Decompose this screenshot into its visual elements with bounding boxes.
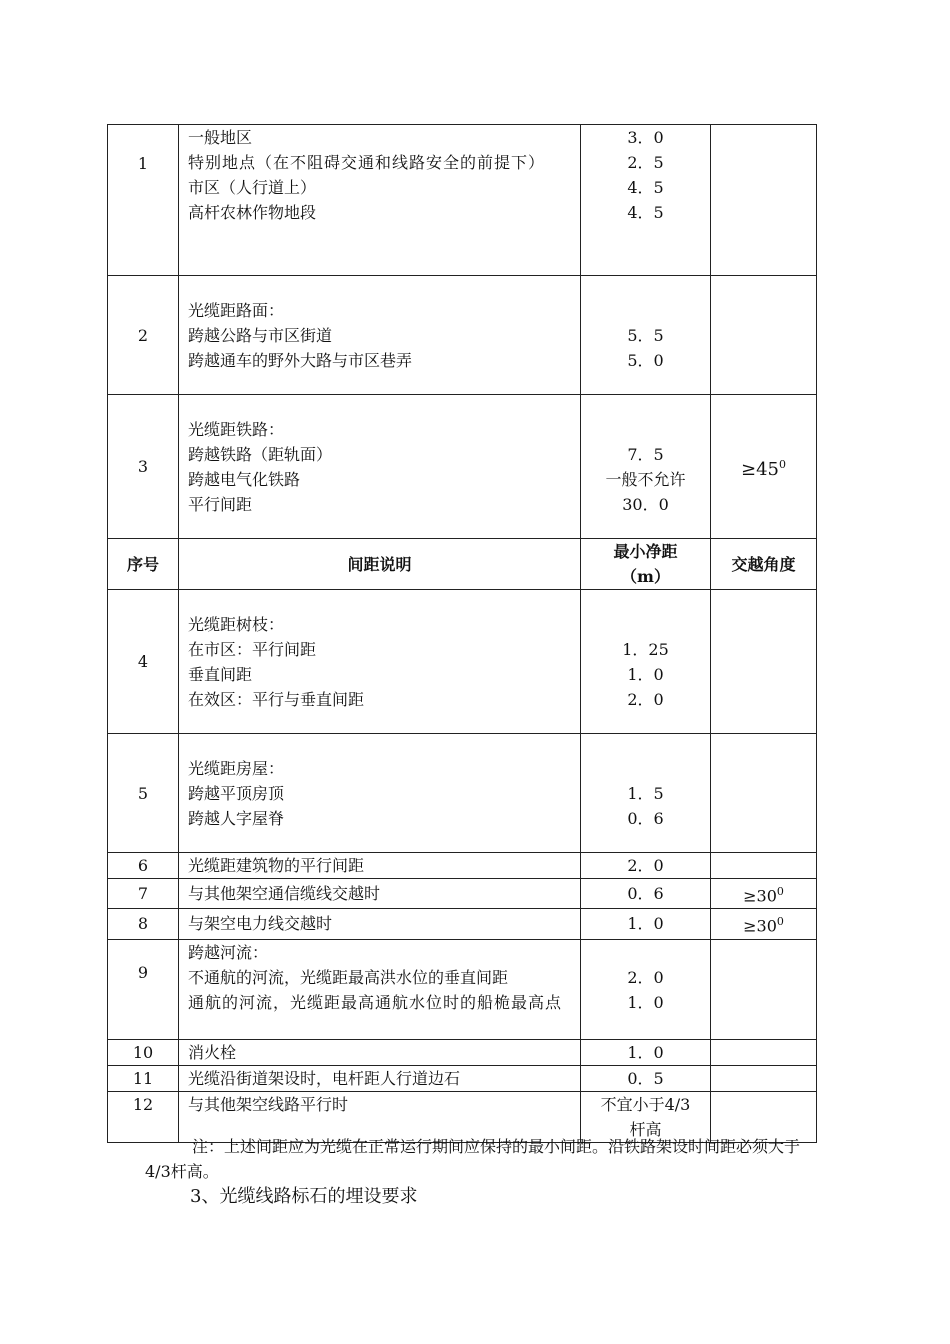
angle-value: ≥45	[741, 458, 779, 480]
row-description	[179, 590, 581, 734]
table-row	[108, 734, 817, 853]
desc-line: 跨越铁路（距轨面）	[188, 444, 333, 464]
row-description	[179, 939, 581, 1039]
angle-value: ≥30	[743, 916, 777, 936]
table-note	[145, 1134, 815, 1184]
row-number: 8	[108, 909, 179, 939]
row-number: 3	[108, 395, 179, 539]
table-row	[108, 590, 817, 734]
table-row	[108, 879, 817, 909]
table-row	[108, 276, 817, 395]
desc-line: 跨越河流：	[188, 942, 269, 962]
desc-line: 不通航的河流，光缆距最高洪水位的垂直间距	[188, 967, 509, 987]
value-line: 30．0	[622, 494, 669, 514]
spacing-table	[107, 124, 817, 1143]
value-line: 5．5	[627, 325, 664, 345]
row-min-distance: 2．0	[581, 853, 711, 879]
row-description	[179, 276, 581, 395]
row-min-distance	[581, 734, 711, 853]
row-description: 与其他架空线路平行时	[179, 1091, 581, 1142]
row-number: 6	[108, 853, 179, 879]
desc-line: 高杆农林作物地段	[188, 203, 317, 222]
row-min-distance	[581, 125, 711, 276]
desc-line: 在市区：平行间距	[188, 639, 317, 659]
desc-line: 特别地点（在不阻碍交通和线路安全的前提下）	[188, 153, 546, 172]
row-min-distance: 0．6	[581, 879, 711, 909]
header-line: （m）	[621, 567, 670, 586]
row-description	[179, 395, 581, 539]
row-angle	[711, 939, 817, 1039]
value-line: 一般不允许	[605, 469, 686, 489]
angle-value: ≥30	[743, 886, 777, 906]
row-description	[179, 125, 581, 276]
desc-line: 平行间距	[188, 494, 253, 514]
value-line: 1．0	[627, 664, 664, 684]
row-description	[179, 734, 581, 853]
header-line: 最小净距	[613, 542, 678, 561]
row-angle	[711, 879, 817, 909]
desc-line: 光缆距房屋：	[188, 758, 285, 778]
degree-mark: 0	[776, 915, 784, 929]
table-row	[108, 395, 817, 539]
desc-line: 光缆距路面：	[188, 300, 285, 320]
row-number: 2	[108, 276, 179, 395]
row-min-distance	[581, 590, 711, 734]
desc-line: 市区（人行道上）	[188, 178, 317, 197]
row-angle	[711, 734, 817, 853]
row-number: 5	[108, 734, 179, 853]
table-row	[108, 125, 817, 276]
degree-mark: 0	[779, 457, 786, 471]
header-desc: 间距说明	[179, 539, 581, 590]
table-row	[108, 939, 817, 1039]
row-angle	[711, 853, 817, 879]
desc-line: 跨越平顶房顶	[188, 783, 285, 803]
row-description: 与架空电力线交越时	[179, 909, 581, 939]
row-number: 4	[108, 590, 179, 734]
row-angle	[711, 1065, 817, 1091]
header-angle: 交越角度	[711, 539, 817, 590]
table-row	[108, 1039, 817, 1065]
row-number: 9	[108, 939, 179, 1039]
desc-line: 通航的河流，光缆距最高通航水位时的船桅最高点	[188, 992, 563, 1012]
row-min-distance: 1．0	[581, 1039, 711, 1065]
row-number: 11	[108, 1065, 179, 1091]
row-angle	[711, 1039, 817, 1065]
row-angle	[711, 276, 817, 395]
value-line: 7．5	[627, 444, 664, 464]
row-description: 消火栓	[179, 1039, 581, 1065]
degree-mark: 0	[776, 885, 784, 898]
value-line: 5．0	[627, 350, 664, 370]
value-line: 1．0	[627, 992, 664, 1012]
row-angle	[711, 125, 817, 276]
row-number: 10	[108, 1039, 179, 1065]
value-line: 1．25	[622, 639, 669, 659]
note-text: 注：上述间距应为光缆在正常运行期间应保持的最小间距。沿铁路架设时间距必须大于4/3杆高。	[145, 1137, 801, 1181]
row-min-distance	[581, 395, 711, 539]
row-description: 光缆距建筑物的平行间距	[179, 853, 581, 879]
row-number: 1	[108, 125, 179, 276]
desc-line: 在效区：平行与垂直间距	[188, 689, 365, 709]
value-line: 2．5	[627, 153, 664, 172]
desc-line: 光缆距树枝：	[188, 614, 285, 634]
value-line: 2．0	[627, 967, 664, 987]
row-min-distance: 不宜小于4/3杆高	[581, 1091, 711, 1142]
desc-line: 跨越通车的野外大路与市区巷弄	[188, 350, 413, 370]
value-line: 2．0	[627, 689, 664, 709]
table-row	[108, 1065, 817, 1091]
value-line: 0．6	[627, 808, 664, 828]
desc-line: 一般地区	[188, 128, 253, 147]
header-no: 序号	[108, 539, 179, 590]
value-line: 4．5	[627, 203, 664, 222]
desc-line: 跨越公路与市区街道	[188, 325, 333, 345]
table-row	[108, 853, 817, 879]
row-number: 12	[108, 1091, 179, 1142]
row-angle	[711, 590, 817, 734]
desc-line: 跨越电气化铁路	[188, 469, 301, 489]
row-number: 7	[108, 879, 179, 909]
row-angle	[711, 909, 817, 939]
desc-line: 跨越人字屋脊	[188, 808, 285, 828]
row-description: 与其他架空通信缆线交越时	[179, 879, 581, 909]
value-line: 1．5	[627, 783, 664, 803]
table-header	[108, 539, 817, 590]
row-min-distance	[581, 276, 711, 395]
desc-line: 光缆距铁路：	[188, 419, 285, 439]
value-line: 4．5	[627, 178, 664, 197]
value-line: 3．0	[627, 128, 664, 147]
row-angle	[711, 395, 817, 539]
table-row	[108, 909, 817, 939]
header-min-distance	[581, 539, 711, 590]
row-min-distance: 0．5	[581, 1065, 711, 1091]
section-heading: 3、光缆线路标石的埋设要求	[190, 1186, 418, 1207]
row-min-distance	[581, 939, 711, 1039]
row-min-distance: 1．0	[581, 909, 711, 939]
row-description: 光缆沿街道架设时，电杆距人行道边石	[179, 1065, 581, 1091]
desc-line: 垂直间距	[188, 664, 253, 684]
